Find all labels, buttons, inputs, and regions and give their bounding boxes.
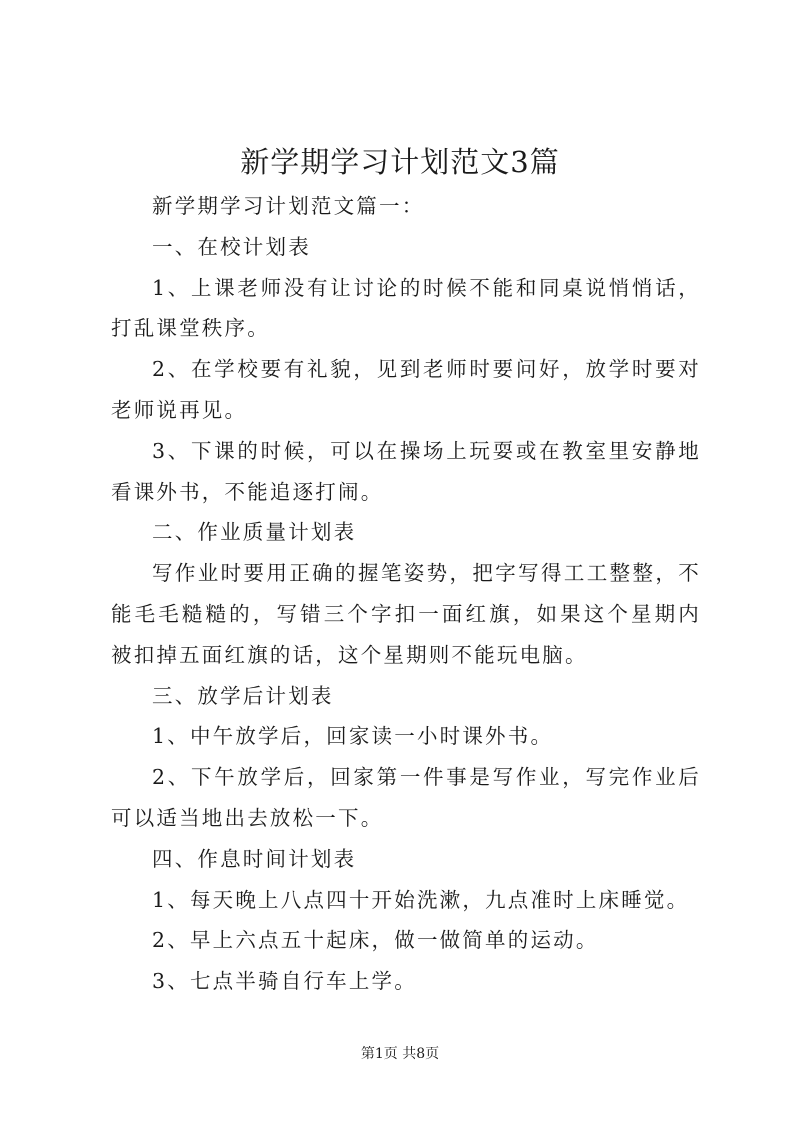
section-heading: 一、在校计划表 bbox=[152, 234, 311, 259]
section-heading: 三、放学后计划表 bbox=[152, 683, 334, 708]
paragraph: 2、早上六点五十起床，做一做简单的运动。 bbox=[152, 928, 599, 953]
paragraph: 写作业时要用正确的握笔姿势，把字写得工工整整，不能毛毛糙糙的，写错三个字扣一面红旗，如果这个星期内被扣掉五面红旗的话，这个星期则不能玩电脑。 bbox=[111, 561, 701, 667]
paragraph: 2、在学校要有礼貌，见到老师时要问好，放学时要对老师说再见。 bbox=[111, 357, 701, 422]
paragraph: 1、上课老师没有让讨论的时候不能和同桌说悄悄话，打乱课堂秩序。 bbox=[111, 275, 701, 341]
document-body bbox=[111, 186, 701, 1002]
paragraph: 3、下课的时候，可以在操场上玩耍或在教室里安静地看课外书，不能追逐打闹。 bbox=[111, 438, 701, 504]
paragraph: 3、七点半骑自行车上学。 bbox=[152, 969, 417, 994]
section-heading: 二、作业质量计划表 bbox=[152, 520, 357, 545]
page-footer: 第1页 共8页 bbox=[360, 1046, 440, 1062]
paragraph: 1、每天晚上八点四十开始洗漱，九点准时上床睡觉。 bbox=[152, 887, 690, 912]
document-title: 新学期学习计划范文3篇 bbox=[240, 145, 560, 179]
section-heading: 四、作息时间计划表 bbox=[152, 846, 357, 871]
paragraph: 1、中午放学后，回家读一小时课外书。 bbox=[152, 724, 554, 749]
paragraph: 新学期学习计划范文篇一： bbox=[152, 194, 425, 218]
paragraph: 2、下午放学后，回家第一件事是写作业，写完作业后可以适当地出去放松一下。 bbox=[111, 765, 701, 830]
